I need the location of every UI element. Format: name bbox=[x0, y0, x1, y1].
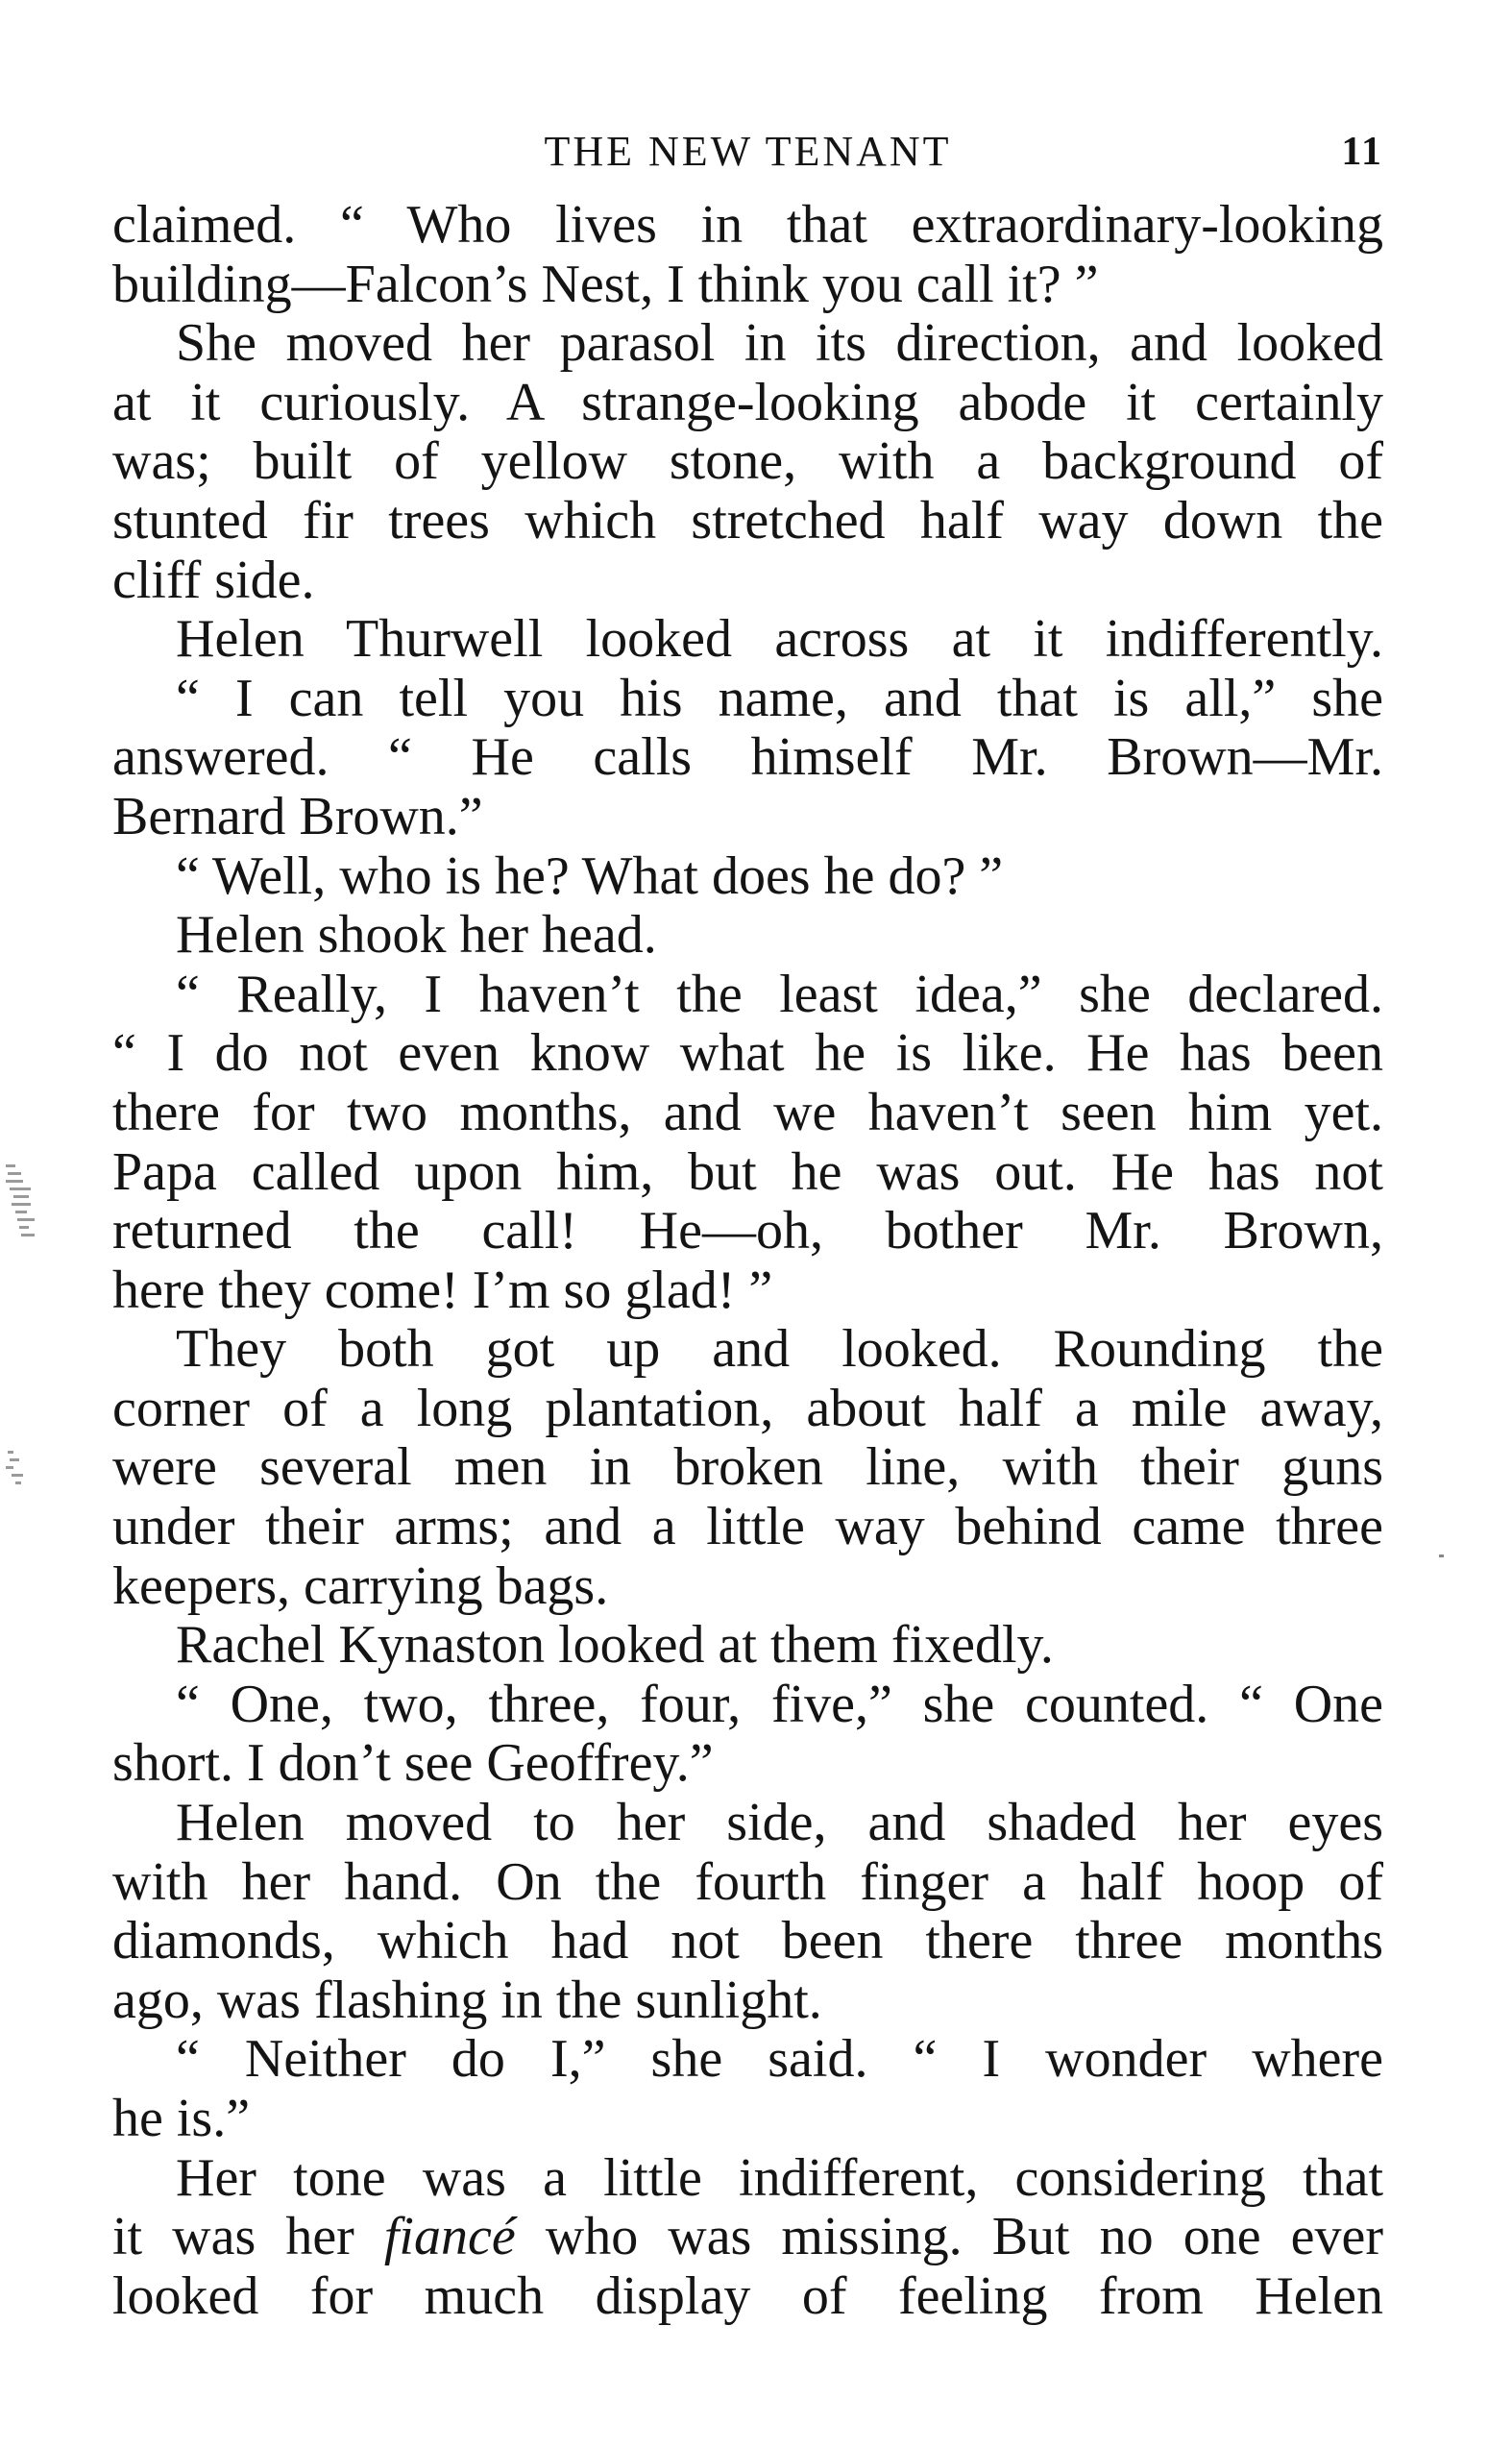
text-line: Papa called upon him, but he was out. He has not bbox=[112, 1141, 1383, 1202]
text-line: They both got up and looked. Rounding the bbox=[176, 1319, 1383, 1380]
text-line: under their arms; and a little way behind came three bbox=[112, 1497, 1383, 1557]
scan-dot bbox=[1439, 1554, 1444, 1557]
scan-speckle bbox=[0, 1451, 38, 1489]
text-line: “ I do not even know what he is like. He has been bbox=[112, 1023, 1383, 1084]
text-line: looked for much display of feeling from Helen bbox=[112, 2265, 1383, 2326]
text-line: Her tone was a little indifferent, considering that bbox=[176, 2147, 1383, 2208]
text-line: were several men in broken line, with their guns bbox=[112, 1437, 1383, 1498]
text-line-with-italic bbox=[112, 2208, 1383, 2267]
text-line: he is.” bbox=[112, 2089, 251, 2148]
line-text-start: it was her bbox=[112, 2207, 384, 2267]
text-line: Helen Thurwell looked across at it indifferently. bbox=[176, 609, 1383, 670]
text-line: stunted fir trees which stretched half way down the bbox=[112, 490, 1383, 551]
text-line: “ Well, who is he? What does he do? ” bbox=[176, 845, 1004, 906]
text-line: Helen shook her head. bbox=[176, 905, 657, 966]
text-line: “ I can tell you his name, and that is all,” she bbox=[176, 668, 1383, 728]
text-line: here they come! I’m so glad! ” bbox=[112, 1260, 773, 1320]
running-title: THE NEW TENANT bbox=[544, 128, 952, 175]
text-line: Helen moved to her side, and shaded her eyes bbox=[176, 1793, 1383, 1853]
text-line: ago, was flashing in the sunlight. bbox=[112, 1970, 822, 2030]
text-line: returned the call! He—oh, bother Mr. Brown, bbox=[112, 1201, 1383, 1261]
text-line: with her hand. On the fourth finger a half hoop of bbox=[112, 1851, 1383, 1912]
body-text bbox=[112, 196, 1383, 2326]
text-line: “ Neither do I,” she said. “ I wonder where bbox=[176, 2029, 1383, 2090]
text-line: answered. “ He calls himself Mr. Brown—Mr. bbox=[112, 727, 1383, 788]
page-number: 11 bbox=[1341, 130, 1383, 174]
text-line: “ One, two, three, four, five,” she counted. “ One bbox=[176, 1674, 1383, 1734]
scan-speckle bbox=[0, 1164, 38, 1241]
text-line: corner of a long plantation, about half a mile away, bbox=[112, 1378, 1383, 1438]
italic-word: fiancé bbox=[383, 2207, 516, 2267]
text-line: short. I don’t see Geoffrey.” bbox=[112, 1733, 714, 1794]
text-line: building—Falcon’s Nest, I think you call it? ” bbox=[112, 254, 1099, 314]
text-line: there for two months, and we haven’t seen him yet. bbox=[112, 1082, 1383, 1142]
text-line: was; built of yellow stone, with a background of bbox=[112, 431, 1383, 492]
text-line: keepers, carrying bags. bbox=[112, 1555, 609, 1616]
line-text-end: who was missing. But no one ever bbox=[515, 2207, 1383, 2267]
text-line: diamonds, which had not been there three months bbox=[112, 1911, 1383, 1971]
line-fill bbox=[112, 2208, 1383, 2267]
text-line: “ Really, I haven’t the least idea,” she declared. bbox=[176, 964, 1383, 1024]
text-line: Bernard Brown.” bbox=[112, 786, 483, 846]
text-line: She moved her parasol in its direction, and looked bbox=[176, 313, 1383, 374]
text-line: Rachel Kynaston looked at them fixedly. bbox=[176, 1615, 1054, 1676]
text-line: cliff side. bbox=[112, 550, 315, 610]
running-head bbox=[112, 123, 1383, 181]
text-line: at it curiously. A strange-looking abode it certainly bbox=[112, 372, 1383, 432]
text-line: claimed. “ Who lives in that extraordinary-looking bbox=[112, 195, 1383, 255]
